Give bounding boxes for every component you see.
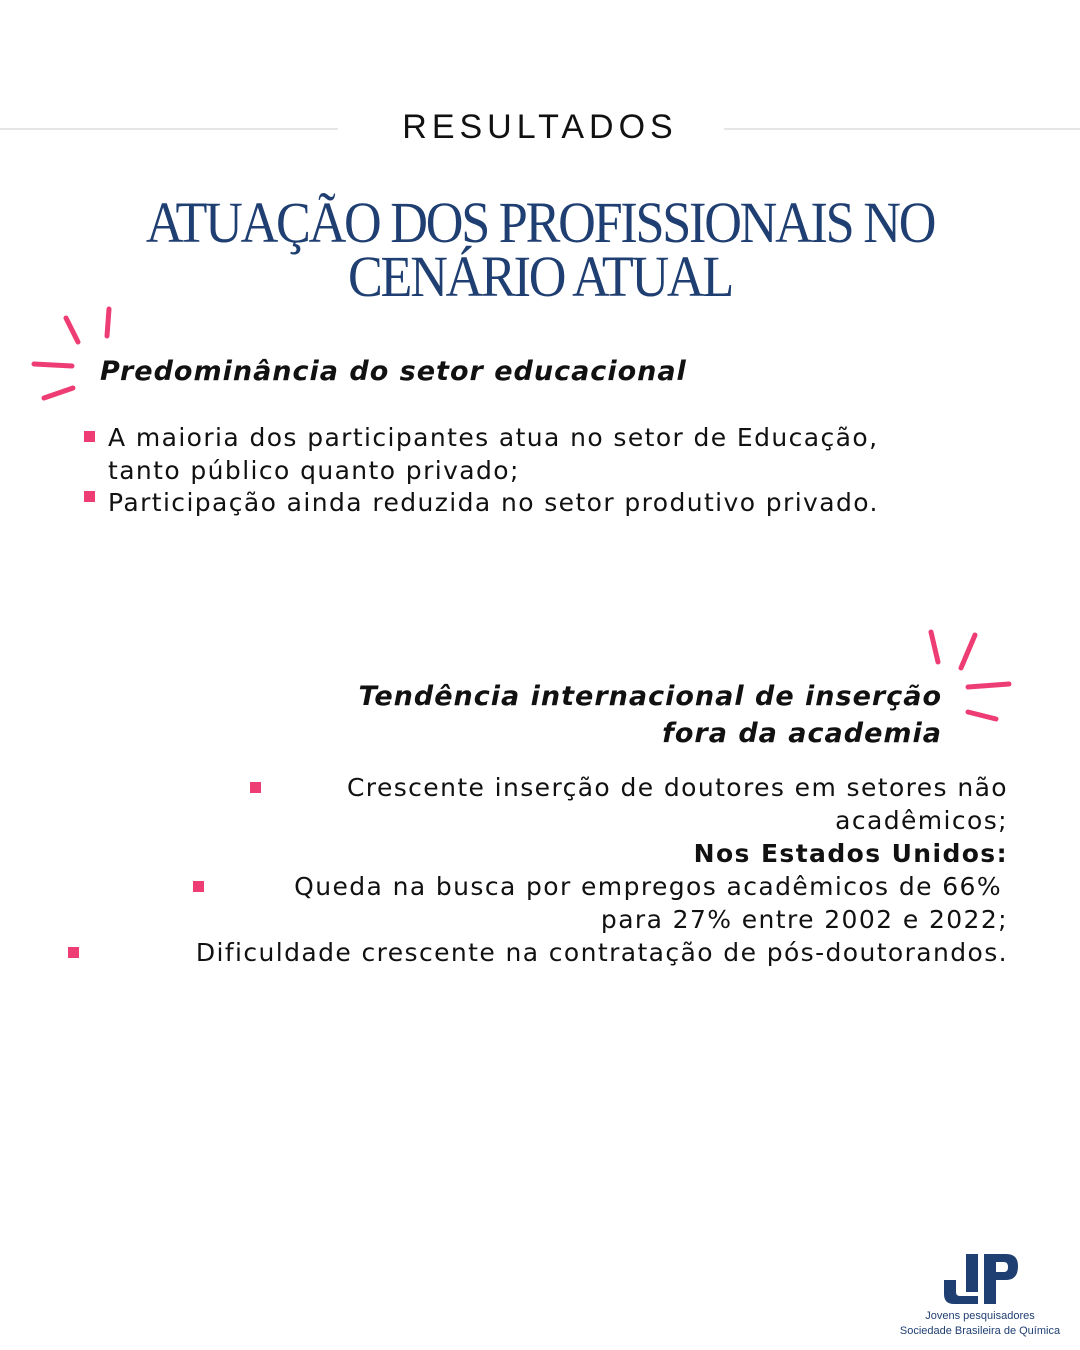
page-title [54,190,1026,309]
section-heading-international [358,678,942,752]
list-item [294,870,1008,936]
sparkle-accent-icon [26,300,116,410]
bullet-marker [68,947,79,958]
list-item: Dificuldade crescente na contratação de pós-doutorandos. [195,938,1008,967]
list-item-line: para 27% entre 2002 e 2022; [600,905,1008,934]
list-item [108,421,878,487]
list-item-line: tanto público quanto privado; [108,456,520,485]
section-kicker: RESULTADOS [402,108,678,146]
subheading-united-states: Nos Estados Unidos: [693,839,1008,868]
list-item-line: A maioria dos participantes atua no setor de Educação, [108,423,879,452]
bullet-marker [193,881,204,892]
list-item [347,771,1008,870]
logo-caption-line-1: Jovens pesquisadores [925,1310,1035,1322]
bullet-marker [250,782,261,793]
list-item-line: Queda na busca por empregos acadêmicos de 66% [294,872,1002,901]
jp-logo-icon [940,1252,1020,1307]
page-title-line-1: ATUAÇÃO DOS PROFISSIONAIS NO [145,190,935,255]
page-title-line-2: CENÁRIO ATUAL [347,244,732,309]
list-item: Participação ainda reduzida no setor produtivo privado. [108,488,879,517]
bullet-marker [84,431,95,442]
section-heading-line-1: Tendência internacional de inserção [358,681,942,712]
section-heading-line-2: fora da academia [662,718,942,749]
list-item-line: acadêmicos; [835,806,1008,835]
bullet-marker [84,491,95,502]
list-item-line: Crescente inserção de doutores em setores não [346,773,1008,802]
logo-caption-line-2: Sociedade Brasileira de Química [899,1325,1061,1337]
section-heading-education: Predominância do setor educacional [100,356,687,387]
